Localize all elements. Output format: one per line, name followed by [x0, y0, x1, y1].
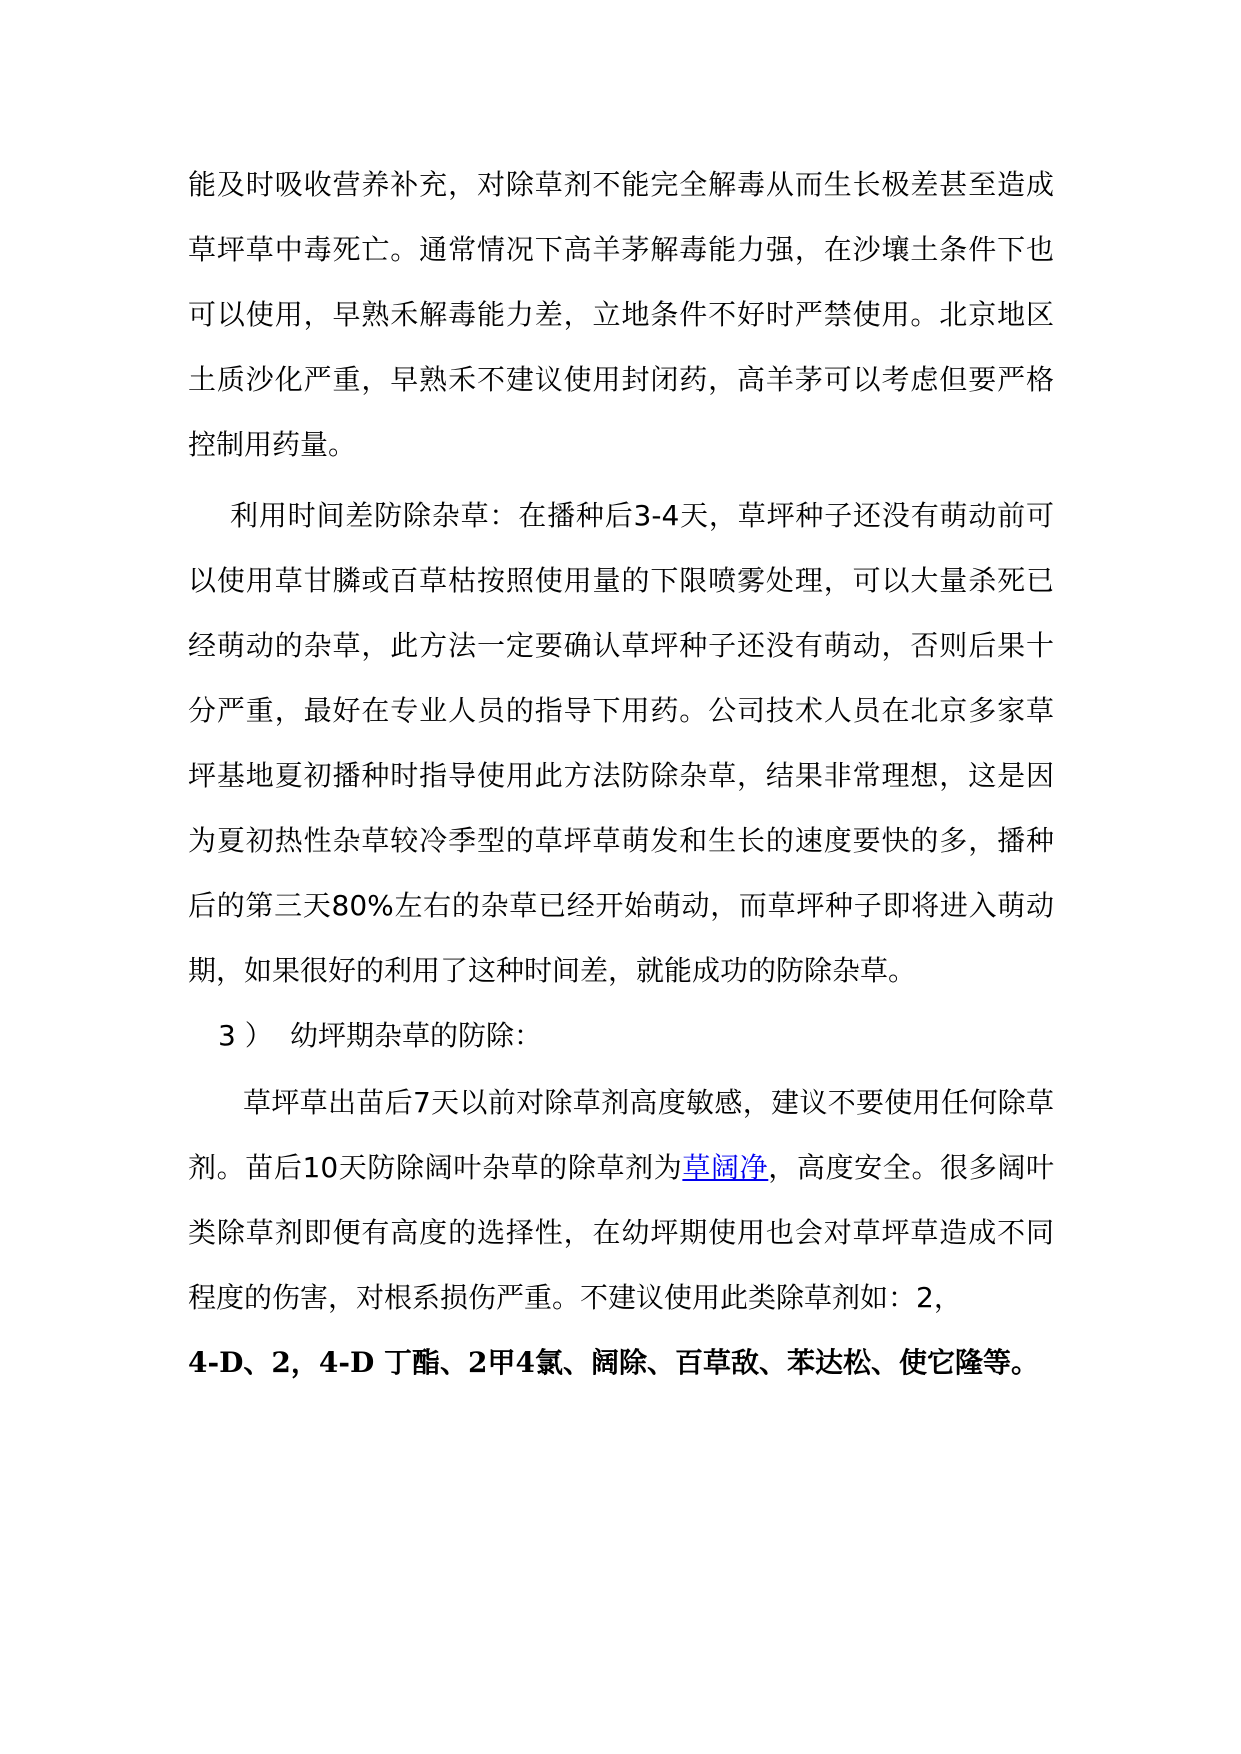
- paragraph-young-lawn-herbicide: [188, 1070, 1054, 1395]
- herbicide-list-line: 4-D、2，4-D 丁酯、2甲4氯、阔除、百草敌、苯达松、使它隆等。: [188, 1346, 1039, 1379]
- paragraph-weed-detox: 能及时吸收营养补充，对除草剂不能完全解毒从而生长极差甚至造成草坪草中毒死亡。通常情况下高羊茅解毒能力强，在沙壤土条件下也可以使用，早熟禾解毒能力差，立地条件不好时严禁使用。北京地区土质沙化严重，早熟禾不建议使用封闭药，高羊茅可以考虑但要严格控制用药量。: [188, 168, 1054, 461]
- section-title: 幼坪期杂草的防除：: [290, 1019, 543, 1052]
- section-number: 3 ）: [218, 1019, 273, 1052]
- paragraph-time-difference: 利用时间差防除杂草：在播种后3-4天，草坪种子还没有萌动前可以使用草甘膦或百草枯按照使用量的下限喷雾处理，可以大量杀死已经萌动的杂草，此方法一定要确认草坪种子还没有萌动，否则后果十分严重，最好在专业人员的指导下用药。公司技术人员在北京多家草坪基地夏初播种时指导使用此方法防除杂草，结果非常理想，这是因为夏初热性杂草较冷季型的草坪草萌发和生长的速度要快的多，播种后的第三天80%左右的杂草已经开始萌动，而草坪种子即将进入萌动期，如果很好的利用了这种时间差，就能成功的防除杂草。: [188, 499, 1054, 987]
- paragraph-text-after-link: ，高度安全。很多阔叶类除草剂即便有高度的选择性，在幼坪期使用也会对草坪草造成不同程度的伤害，对根系损伤严重。不建议使用此类除草剂如：2，: [188, 1151, 1054, 1314]
- section-heading-young-lawn: [188, 1003, 1054, 1068]
- paragraph-text-before-link: 草坪草出苗后7天以前对除草剂高度敏感，建议不要使用任何除草剂。苗后10天防除阔叶杂草的除草剂为: [188, 1086, 1054, 1184]
- herbicide-product-link[interactable]: 草阔净: [682, 1151, 769, 1184]
- document-body: [188, 152, 1054, 1395]
